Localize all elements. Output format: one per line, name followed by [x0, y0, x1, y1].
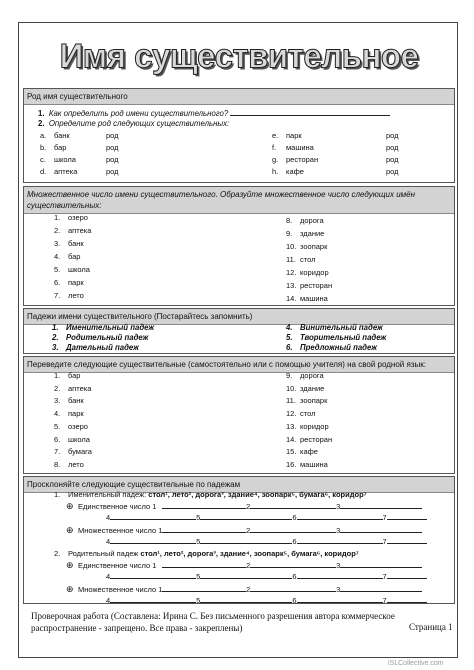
case-item — [52, 343, 139, 353]
item-word: стол — [300, 409, 316, 419]
item-number: 4. — [54, 252, 61, 261]
item-word: лето — [68, 291, 84, 300]
slot-number: 5 — [196, 513, 201, 522]
section-cases-heading: Падежи имени существительного (Постарайтесь запомнить) — [24, 309, 454, 325]
item-number: 1. — [54, 490, 61, 499]
slot-number: 2 — [246, 585, 251, 594]
answer-line[interactable] — [250, 501, 336, 509]
section-translate-heading: Переведите следующие существительные (самостоятельно или с помощью учителя) на свой родной язык: — [24, 357, 454, 373]
slot-number: 2 — [246, 526, 251, 535]
slot-number: 7 — [382, 513, 387, 522]
plural-item — [54, 291, 84, 301]
bullet-icon: ⊕ — [66, 584, 74, 594]
answer-line[interactable] — [297, 512, 383, 520]
plural-item — [54, 265, 90, 275]
case-name: Винительный падеж — [300, 323, 383, 332]
item-word: коридор — [300, 421, 329, 431]
gender-item — [40, 155, 119, 165]
answer-row — [106, 595, 427, 606]
gender-answer[interactable]: род — [386, 167, 399, 176]
bullet-icon: ⊕ — [66, 501, 74, 511]
item-number: 4. — [54, 409, 61, 419]
translate-item — [54, 396, 84, 406]
answer-line[interactable] — [340, 525, 422, 533]
slot-number: 2 — [246, 502, 251, 511]
slot-number: 3 — [336, 502, 341, 511]
item-number: 7. — [54, 291, 61, 300]
slot-number: 5 — [196, 537, 201, 546]
answer-line[interactable] — [297, 571, 383, 579]
answer-line[interactable] — [162, 560, 246, 568]
page-title: Имя существительное — [59, 36, 419, 75]
case-label: Родительный падеж — [68, 549, 141, 558]
section-gender-heading: Род имя существительного — [24, 89, 454, 105]
item-number: 3. — [52, 343, 59, 352]
gender-answer[interactable]: род — [106, 131, 119, 140]
item-word: зоопарк — [300, 242, 328, 251]
item-number: 2. — [54, 383, 61, 393]
answer-line[interactable] — [250, 525, 336, 533]
answer-row — [106, 512, 427, 523]
item-word: банк — [68, 239, 84, 248]
item-number: 4. — [286, 323, 293, 332]
item-letter: e. — [272, 131, 279, 140]
item-number: 1. — [54, 213, 61, 222]
section-declension-heading: Просклоняйте следующие существительные по падежам — [24, 477, 454, 493]
item-word: парк — [68, 409, 84, 419]
answer-line[interactable] — [297, 536, 383, 544]
item-number: 11. — [286, 396, 296, 406]
translate-item — [286, 371, 324, 381]
item-number: 10. — [286, 383, 297, 393]
item-word: ресторан — [286, 155, 319, 164]
item-number: 2. — [52, 333, 59, 342]
section-plural — [23, 186, 455, 306]
case-name: Дательный падеж — [66, 343, 139, 352]
item-word: коридор — [300, 268, 329, 277]
item-number: 16. — [286, 459, 297, 469]
slot-number: 2 — [246, 561, 251, 570]
slot-number: 7 — [382, 572, 387, 581]
item-number: 12. — [286, 409, 297, 419]
plural-row — [66, 525, 422, 536]
item-word: здание — [300, 383, 325, 393]
slot-number: 3 — [336, 526, 341, 535]
item-number: 15. — [286, 447, 297, 457]
translate-item — [286, 435, 332, 445]
case-item — [286, 343, 377, 353]
answer-line[interactable] — [387, 536, 427, 544]
slot-number: 6 — [292, 513, 297, 522]
slot-number: 3 — [336, 561, 341, 570]
slot-number: 6 — [292, 537, 297, 546]
translate-item — [286, 447, 318, 457]
plural-item — [54, 226, 91, 236]
item-word: ресторан — [300, 281, 333, 290]
item-word: банк — [68, 396, 84, 406]
case-item — [286, 333, 386, 343]
item-word: банк — [54, 131, 70, 140]
plural-item — [286, 216, 324, 226]
worksheet-page — [18, 22, 458, 658]
gender-item — [40, 143, 119, 153]
translate-item — [54, 409, 84, 419]
item-word: стол — [300, 255, 316, 264]
item-word: машина — [286, 143, 314, 152]
question-text: Определите род следующих существительных: — [48, 119, 230, 128]
item-word: дорога — [300, 371, 324, 380]
answer-line[interactable] — [297, 595, 383, 603]
plural-row — [66, 584, 422, 595]
answer-row — [106, 571, 427, 582]
case-item — [52, 323, 154, 333]
answer-line[interactable] — [110, 595, 196, 603]
singular-row — [66, 560, 422, 571]
translate-item — [286, 396, 327, 406]
item-letter: b. — [40, 143, 47, 152]
case-name: Именительный падеж — [66, 323, 155, 332]
gender-item — [40, 167, 119, 177]
slot-number: 5 — [196, 572, 201, 581]
item-word: аптека — [68, 383, 92, 393]
answer-line[interactable] — [110, 512, 196, 520]
answer-line[interactable] — [340, 501, 422, 509]
item-word: школа — [68, 265, 90, 274]
case-label: Именительный падеж: — [68, 490, 149, 499]
number-label: Единственное число 1 — [78, 561, 157, 570]
item-number: 6. — [54, 434, 61, 444]
item-number: 6. — [286, 343, 293, 352]
item-word: лето — [68, 459, 84, 469]
slot-number: 5 — [196, 596, 201, 605]
section-plural-heading: Множественное число имени существительного. Образуйте множественное число следующих имён существительных: — [24, 187, 454, 214]
item-number: 10. — [286, 242, 297, 251]
answer-line[interactable] — [162, 525, 246, 533]
slot-number: 4 — [106, 513, 111, 522]
answer-line[interactable] — [162, 501, 246, 509]
gender-item — [272, 167, 399, 177]
slot-number: 7 — [382, 596, 387, 605]
answer-line[interactable] — [200, 571, 292, 579]
page-number: Страница 1 — [409, 622, 453, 632]
plural-item — [54, 252, 80, 262]
answer-line[interactable] — [230, 108, 390, 116]
item-number: 7. — [54, 447, 61, 457]
number-label: Множественное число 1 — [78, 526, 163, 535]
item-letter: d. — [40, 167, 47, 176]
item-word: ресторан — [300, 434, 333, 444]
slot-number: 6 — [292, 596, 297, 605]
item-number: 14. — [286, 294, 297, 303]
gender-item — [272, 131, 399, 141]
plural-item — [54, 278, 84, 288]
slot-number: 7 — [382, 537, 387, 546]
item-word: машина — [300, 294, 328, 303]
case-item — [286, 323, 383, 333]
answer-line[interactable] — [200, 512, 292, 520]
declension-prompt — [54, 549, 359, 559]
question-number: 1. — [38, 109, 45, 118]
question-number: 2. — [38, 119, 45, 128]
gender-answer[interactable]: род — [386, 143, 399, 152]
case-item — [52, 333, 148, 343]
item-number: 1. — [54, 371, 61, 380]
item-number: 5. — [54, 265, 61, 274]
slot-number: 6 — [292, 572, 297, 581]
item-word: здание — [300, 229, 325, 238]
item-number: 12. — [286, 268, 297, 277]
number-label: Множественное число 1 — [78, 585, 163, 594]
answer-line[interactable] — [387, 571, 427, 579]
item-number: 9. — [286, 229, 293, 238]
translate-item — [54, 460, 84, 470]
gender-item — [40, 131, 119, 141]
translate-item — [286, 384, 324, 394]
answer-line[interactable] — [387, 595, 427, 603]
case-name: Родительный падеж — [66, 333, 149, 342]
item-number: 13. — [286, 281, 297, 290]
item-word: бар — [54, 143, 67, 152]
item-number: 13. — [286, 421, 297, 431]
gender-answer[interactable]: род — [106, 143, 119, 152]
translate-item — [54, 447, 92, 457]
plural-item — [54, 239, 84, 249]
answer-row — [106, 536, 427, 547]
section-translate — [23, 356, 455, 474]
slot-number: 4 — [106, 537, 111, 546]
item-number: 9. — [286, 371, 293, 380]
item-number: 8. — [54, 459, 61, 469]
item-number: 5. — [286, 333, 293, 342]
section-declension — [23, 476, 455, 604]
footer-line-2: распространение - запрещено. Все права - закреплены) — [31, 623, 243, 633]
answer-line[interactable] — [340, 584, 422, 592]
item-word: парк — [68, 278, 84, 287]
gender-item — [272, 155, 399, 165]
plural-item — [286, 242, 327, 252]
translate-item — [54, 435, 90, 445]
answer-line[interactable] — [250, 584, 336, 592]
item-number: 11. — [286, 255, 296, 264]
item-word: школа — [68, 434, 90, 444]
plural-item — [286, 281, 332, 291]
answer-line[interactable] — [387, 512, 427, 520]
gender-answer[interactable]: род — [386, 155, 399, 164]
question-1 — [38, 108, 390, 119]
declension-prompt — [54, 490, 367, 500]
gender-answer[interactable]: род — [106, 167, 119, 176]
gender-item — [272, 143, 399, 153]
answer-line[interactable] — [110, 536, 196, 544]
item-number: 1. — [52, 323, 59, 332]
plural-item — [286, 294, 328, 304]
section-cases — [23, 308, 455, 354]
plural-item — [286, 229, 324, 239]
plural-item — [286, 268, 329, 278]
number-label: Единственное число 1 — [78, 502, 157, 511]
translate-item — [54, 371, 80, 381]
item-number: 3. — [54, 239, 61, 248]
question-text: Как определить род имени существительного? — [48, 109, 229, 118]
answer-line[interactable] — [250, 560, 336, 568]
item-word: бар — [68, 371, 81, 380]
answer-line[interactable] — [110, 571, 196, 579]
item-word: машина — [300, 459, 328, 469]
case-name: Творительный падеж — [300, 333, 387, 342]
plural-item — [54, 213, 88, 223]
item-letter: f. — [272, 143, 277, 152]
bullet-icon: ⊕ — [66, 525, 74, 535]
section-gender — [23, 88, 455, 183]
item-number: 2. — [54, 226, 61, 235]
item-word: аптека — [54, 167, 78, 176]
question-2 — [38, 119, 229, 129]
item-word: озеро — [68, 213, 88, 222]
translate-item — [54, 422, 88, 432]
translate-item — [286, 409, 315, 419]
answer-line[interactable] — [200, 595, 292, 603]
plural-item — [286, 255, 315, 265]
footer-note — [31, 610, 395, 634]
item-letter: g. — [272, 155, 279, 164]
footer-line-1: Проверочная работа (Составлена: Ирина С. Без письменного разрешения автора коммерческое — [31, 611, 395, 621]
answer-line[interactable] — [340, 560, 422, 568]
watermark: iSLCollective.com — [388, 660, 444, 667]
slot-number: 4 — [106, 572, 111, 581]
translate-item — [286, 460, 328, 470]
item-word: аптека — [68, 226, 92, 235]
item-letter: a. — [40, 131, 47, 140]
item-number: 2. — [54, 549, 61, 558]
item-word: школа — [54, 155, 76, 164]
case-name: Предложный падеж — [300, 343, 377, 352]
gender-answer[interactable]: род — [386, 131, 399, 140]
item-word: дорога — [300, 216, 324, 225]
item-word: кафе — [286, 167, 304, 176]
item-word: парк — [286, 131, 302, 140]
item-number: 3. — [54, 396, 61, 406]
singular-row — [66, 501, 422, 512]
item-number: 14. — [286, 434, 297, 444]
word-list: стол¹, лето², дорога³, здание⁴, зоопарк⁵, бумага⁶, коридор⁷ — [148, 490, 367, 499]
item-word: кафе — [300, 447, 318, 457]
translate-item — [54, 384, 91, 394]
answer-line[interactable] — [162, 584, 246, 592]
bullet-icon: ⊕ — [66, 560, 74, 570]
item-letter: c. — [40, 155, 46, 164]
item-word: бар — [68, 252, 81, 261]
item-word: озеро — [68, 421, 88, 431]
item-word: бумага — [68, 447, 92, 457]
item-number: 8. — [286, 216, 293, 225]
answer-line[interactable] — [200, 536, 292, 544]
translate-item — [286, 422, 329, 432]
slot-number: 4 — [106, 596, 111, 605]
item-word: зоопарк — [300, 396, 328, 406]
item-number: 6. — [54, 278, 61, 287]
item-letter: h. — [272, 167, 279, 176]
item-number: 5. — [54, 421, 61, 431]
slot-number: 3 — [336, 585, 341, 594]
gender-answer[interactable]: род — [106, 155, 119, 164]
word-list: стол¹, лето², дорога³, здание⁴, зоопарк⁵, бумага⁶, коридор⁷ — [140, 549, 359, 558]
